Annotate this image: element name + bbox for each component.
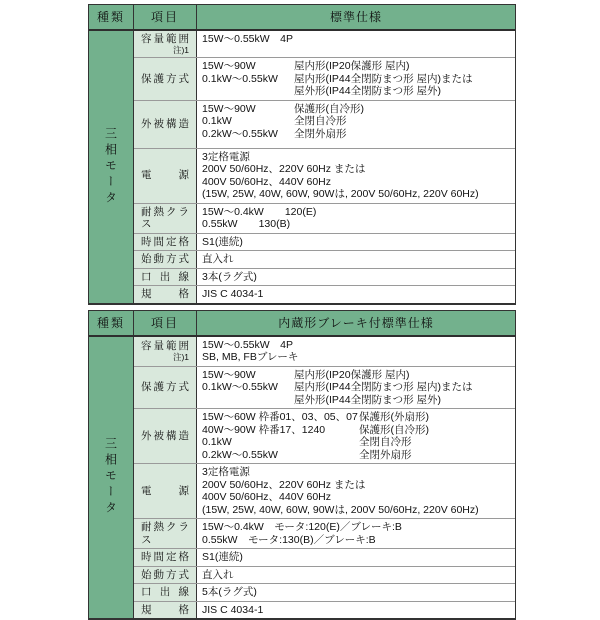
row-value-cell bbox=[197, 409, 515, 463]
spec-row bbox=[134, 31, 515, 58]
type-vertical-label: 三相モータ bbox=[103, 437, 120, 517]
spec-line-right: 屋外形(IP44全閉防まつ形 屋外) bbox=[294, 394, 511, 407]
spec-line-right: 屋内形(IP20保護形 屋内) bbox=[294, 369, 511, 382]
spec-line: 3本(ラグ式) bbox=[202, 271, 511, 284]
spec-line: SB, MB, FBブレーキ bbox=[202, 351, 511, 364]
row-value-cell bbox=[197, 367, 515, 409]
row-label-cell bbox=[134, 251, 197, 268]
row-label-cell bbox=[134, 567, 197, 584]
spec-row bbox=[134, 204, 515, 234]
spec-line: 200V 50/60Hz、220V 60Hz または bbox=[202, 479, 511, 492]
table-body bbox=[89, 31, 515, 303]
row-value-cell bbox=[197, 549, 515, 566]
spec-row bbox=[134, 251, 515, 269]
row-value-cell bbox=[197, 269, 515, 286]
spec-line: (15W, 25W, 40W, 60W, 90Wは, 200V 50/60Hz, 220V 60Hz) bbox=[202, 188, 511, 201]
col-header-spec: 標準仕様 bbox=[197, 5, 515, 29]
row-label: 規格 bbox=[141, 604, 189, 617]
spec-line-left: 0.2kW〜0.55kW bbox=[202, 449, 359, 462]
table-header-row bbox=[89, 5, 515, 31]
row-label-cell bbox=[134, 602, 197, 619]
spec-line-right: 屋内形(IP44全閉防まつ形 屋内)または bbox=[294, 381, 511, 394]
row-label: 保護方式 bbox=[141, 381, 189, 394]
spec-line bbox=[202, 128, 511, 141]
spec-line-left: 0.1kW bbox=[202, 436, 359, 449]
spec-line-right: 屋内形(IP44全閉防まつ形 屋内)または bbox=[294, 73, 511, 86]
row-label-cell bbox=[134, 101, 197, 148]
row-label-cell bbox=[134, 367, 197, 409]
row-label-cell bbox=[134, 58, 197, 100]
tables-wrap bbox=[88, 4, 516, 620]
row-label: 耐熱クラス bbox=[141, 521, 189, 546]
spec-line bbox=[202, 115, 511, 128]
row-value-cell bbox=[197, 337, 515, 366]
row-label: 始動方式 bbox=[141, 569, 189, 582]
type-cell bbox=[89, 337, 134, 619]
col-header-item: 項目 bbox=[134, 5, 197, 29]
row-label: 電源 bbox=[141, 169, 189, 182]
spec-line-right: 保護形(自冷形) bbox=[359, 424, 511, 437]
row-label: 規格 bbox=[141, 288, 189, 301]
row-label-cell bbox=[134, 519, 197, 548]
spec-row bbox=[134, 234, 515, 252]
row-value-cell bbox=[197, 31, 515, 57]
spec-line bbox=[202, 394, 511, 407]
spec-row bbox=[134, 149, 515, 204]
type-cell bbox=[89, 31, 134, 303]
row-label-cell bbox=[134, 549, 197, 566]
col-header-type: 種類 bbox=[89, 5, 134, 29]
row-label: 時間定格 bbox=[141, 551, 189, 564]
spec-line: 15W〜0.4kW 120(E) bbox=[202, 206, 511, 219]
spec-line-left bbox=[202, 394, 294, 407]
spec-line bbox=[202, 381, 511, 394]
row-value-cell bbox=[197, 584, 515, 601]
row-value-cell bbox=[197, 58, 515, 100]
spec-line-left: 15W〜90W bbox=[202, 369, 294, 382]
row-label: 時間定格 bbox=[141, 236, 189, 249]
row-label: 口出線 bbox=[141, 586, 189, 599]
spec-line: 3定格電源 bbox=[202, 466, 511, 479]
row-label: 容量範囲 bbox=[141, 33, 189, 46]
row-value-cell bbox=[197, 234, 515, 251]
row-label: 外被構造 bbox=[141, 430, 189, 443]
table-body bbox=[89, 337, 515, 619]
spec-row bbox=[134, 602, 515, 619]
spec-line bbox=[202, 449, 511, 462]
spec-line-right: 全閉自冷形 bbox=[294, 115, 511, 128]
row-value-cell bbox=[197, 251, 515, 268]
spec-row bbox=[134, 269, 515, 287]
row-label: 始動方式 bbox=[141, 253, 189, 266]
spec-row bbox=[134, 549, 515, 567]
spec-line bbox=[202, 411, 511, 424]
spec-table-standard bbox=[88, 4, 516, 305]
row-label-cell bbox=[134, 269, 197, 286]
spec-row bbox=[134, 286, 515, 303]
spec-line bbox=[202, 436, 511, 449]
row-value-cell bbox=[197, 101, 515, 148]
spec-row bbox=[134, 101, 515, 149]
row-label-cell bbox=[134, 149, 197, 203]
spec-line bbox=[202, 424, 511, 437]
spec-row bbox=[134, 409, 515, 464]
type-vertical-label: 三相モータ bbox=[103, 127, 120, 207]
spec-line-left: 15W〜90W bbox=[202, 60, 294, 73]
row-label: 口出線 bbox=[141, 271, 189, 284]
spec-line: 5本(ラグ式) bbox=[202, 586, 511, 599]
row-label-cell bbox=[134, 584, 197, 601]
spec-line: 直入れ bbox=[202, 253, 511, 266]
spec-line-right: 全閉外扇形 bbox=[359, 449, 511, 462]
row-label: 耐熱クラス bbox=[141, 206, 189, 231]
col-header-spec: 内蔵形ブレーキ付標準仕様 bbox=[197, 311, 515, 335]
spec-row bbox=[134, 58, 515, 101]
spec-line-left: 0.1kW〜0.55kW bbox=[202, 381, 294, 394]
spec-line-right: 保護形(自冷形) bbox=[294, 103, 511, 116]
row-value-cell bbox=[197, 567, 515, 584]
spec-line-left: 15W〜60W 枠番01、03、05、07 bbox=[202, 411, 359, 424]
spec-line: 0.55kW 130(B) bbox=[202, 218, 511, 231]
spec-line: 15W〜0.55kW 4P bbox=[202, 33, 511, 46]
row-label-cell bbox=[134, 31, 197, 57]
spec-line-left bbox=[202, 85, 294, 98]
spec-line: 400V 50/60Hz、440V 60Hz bbox=[202, 491, 511, 504]
spec-line: 400V 50/60Hz、440V 60Hz bbox=[202, 176, 511, 189]
spec-row bbox=[134, 519, 515, 549]
spec-row bbox=[134, 464, 515, 519]
spec-line-right: 保護形(外扇形) bbox=[359, 411, 511, 424]
spec-line bbox=[202, 85, 511, 98]
spec-line: S1(連続) bbox=[202, 551, 511, 564]
spec-line-left: 0.1kW〜0.55kW bbox=[202, 73, 294, 86]
col-header-item: 項目 bbox=[134, 311, 197, 335]
spec-row bbox=[134, 367, 515, 410]
row-label-note: 注)1 bbox=[141, 46, 189, 56]
spec-table-brake bbox=[88, 310, 516, 620]
row-label-cell bbox=[134, 409, 197, 463]
row-label: 電源 bbox=[141, 485, 189, 498]
spec-line: S1(連続) bbox=[202, 236, 511, 249]
row-label: 容量範囲 bbox=[141, 340, 189, 353]
spec-row bbox=[134, 337, 515, 367]
rows-container bbox=[134, 337, 515, 619]
spec-line-right: 屋外形(IP44全閉防まつ形 屋外) bbox=[294, 85, 511, 98]
spec-row bbox=[134, 567, 515, 585]
row-label: 保護方式 bbox=[141, 73, 189, 86]
row-value-cell bbox=[197, 602, 515, 619]
spec-line-left: 15W〜90W bbox=[202, 103, 294, 116]
row-value-cell bbox=[197, 204, 515, 233]
spec-line: JIS C 4034-1 bbox=[202, 288, 511, 301]
spec-line: 200V 50/60Hz、220V 60Hz または bbox=[202, 163, 511, 176]
row-label-cell bbox=[134, 464, 197, 518]
row-label: 外被構造 bbox=[141, 118, 189, 131]
spec-line: (15W, 25W, 40W, 60W, 90Wは, 200V 50/60Hz, 220V 60Hz) bbox=[202, 504, 511, 517]
row-value-cell bbox=[197, 464, 515, 518]
spec-line-left: 0.1kW bbox=[202, 115, 294, 128]
spec-line-right: 全閉自冷形 bbox=[359, 436, 511, 449]
row-label-cell bbox=[134, 234, 197, 251]
spec-line: 0.55kW モータ:130(B)／ブレーキ:B bbox=[202, 534, 511, 547]
spec-line bbox=[202, 73, 511, 86]
spec-line: JIS C 4034-1 bbox=[202, 604, 511, 617]
table-header-row bbox=[89, 311, 515, 337]
spec-line bbox=[202, 369, 511, 382]
spec-line bbox=[202, 103, 511, 116]
spec-line bbox=[202, 60, 511, 73]
row-label-note: 注)1 bbox=[141, 353, 189, 363]
row-value-cell bbox=[197, 519, 515, 548]
row-value-cell bbox=[197, 286, 515, 303]
rows-container bbox=[134, 31, 515, 303]
spec-row bbox=[134, 584, 515, 602]
row-label-cell bbox=[134, 286, 197, 303]
spec-line-left: 40W〜90W 枠番17、1240 bbox=[202, 424, 359, 437]
spec-line-right: 屋内形(IP20保護形 屋内) bbox=[294, 60, 511, 73]
col-header-type: 種類 bbox=[89, 311, 134, 335]
spec-line: 3定格電源 bbox=[202, 151, 511, 164]
row-value-cell bbox=[197, 149, 515, 203]
row-label-cell bbox=[134, 337, 197, 366]
spec-line: 直入れ bbox=[202, 569, 511, 582]
spec-line-left: 0.2kW〜0.55kW bbox=[202, 128, 294, 141]
spec-line: 15W〜0.55kW 4P bbox=[202, 339, 511, 352]
spec-line-right: 全閉外扇形 bbox=[294, 128, 511, 141]
spec-line: 15W〜0.4kW モータ:120(E)／ブレーキ:B bbox=[202, 521, 511, 534]
row-label-cell bbox=[134, 204, 197, 233]
